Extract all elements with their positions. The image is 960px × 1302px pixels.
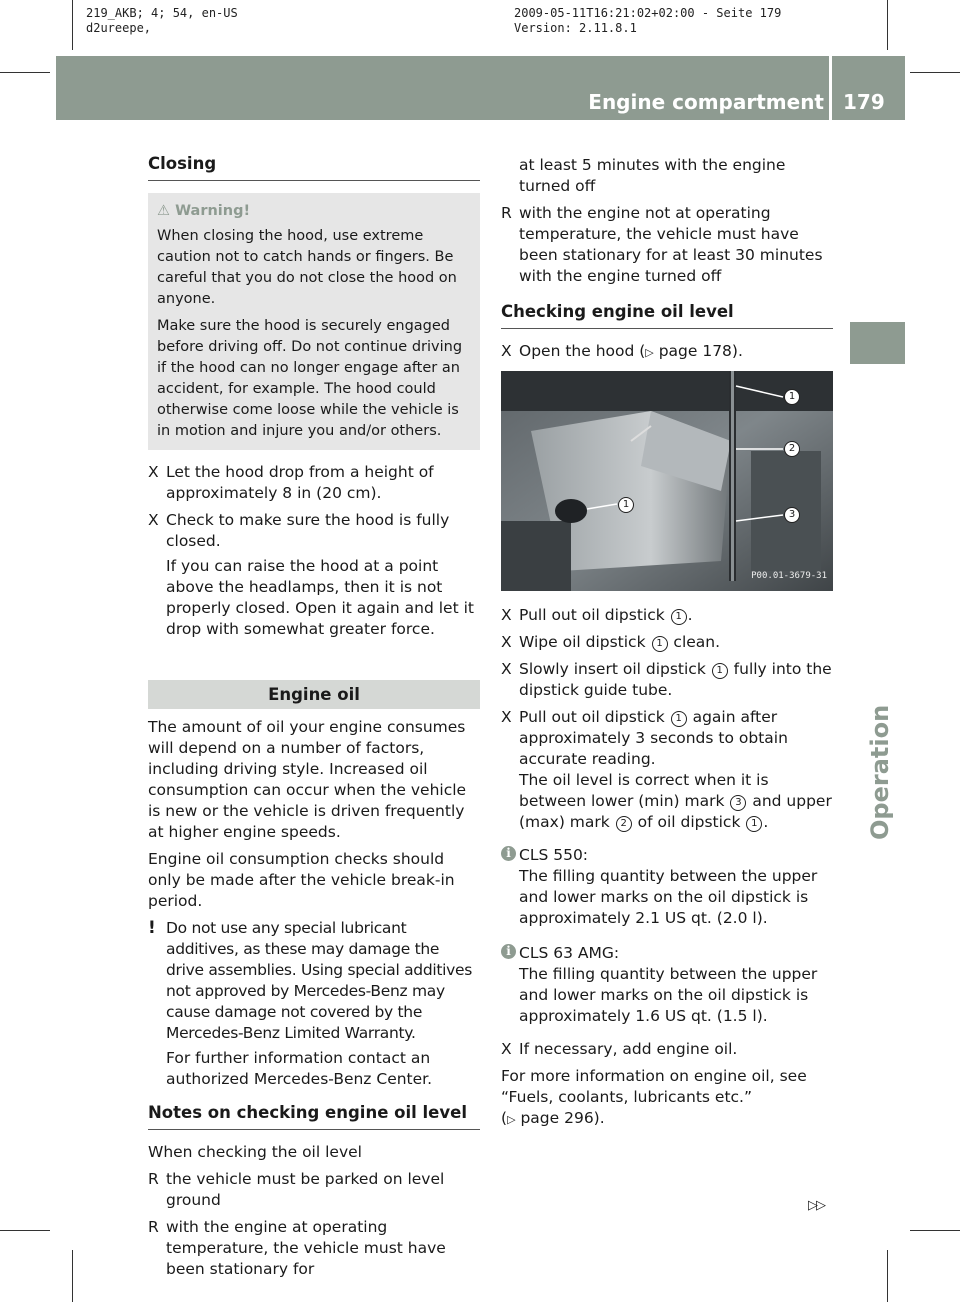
warning-title-text: Warning! — [175, 203, 251, 219]
callout-1: 1 — [671, 711, 687, 727]
note-text: Do not use any special lubricant additives, as these may damage the drive assemblies. Using special additives not approved by Mercedes-Benz may cause damage not covered by the Mercedes-Benz Limited Warranty. — [166, 919, 473, 1042]
warning-box — [148, 193, 480, 450]
step-text: fully into the dipstick guide tube. — [519, 660, 832, 699]
step-text: page 178). — [653, 342, 743, 360]
step-marker-icon: X — [148, 463, 159, 481]
right-column — [501, 155, 833, 1130]
bullet-text: with the engine not at operating temperature, the vehicle must have been stationary for at least 30 minutes with the engine turned off — [519, 204, 823, 285]
step-marker-icon: X — [501, 342, 512, 360]
info-note — [501, 943, 833, 1027]
paragraph-text: ( — [501, 1109, 508, 1127]
page-number: 179 — [843, 90, 885, 114]
meta-line: Version: 2.11.8.1 — [514, 21, 637, 35]
step-text: Pull out oil dipstick — [519, 606, 670, 624]
step-text: Open the hood ( — [519, 342, 646, 360]
warning-triangle-icon: ⚠ — [157, 203, 170, 219]
continued-arrow-icon: ▷▷ — [808, 1198, 824, 1213]
paragraph — [501, 1066, 833, 1130]
bullet-continued: at least 5 minutes with the engine turned off — [519, 156, 786, 195]
info-note — [501, 845, 833, 929]
step-marker-icon: X — [501, 606, 512, 624]
crop-mark — [910, 72, 960, 73]
page-ref-arrow-icon: ▷ — [507, 1113, 516, 1126]
step-item — [501, 659, 833, 701]
paragraph-text: page 296). — [515, 1109, 605, 1127]
step-marker-icon: X — [501, 1040, 512, 1058]
crop-mark — [910, 1230, 960, 1231]
callout-3: 3 — [784, 507, 800, 523]
checking-heading: Checking engine oil level — [501, 301, 833, 329]
page-ref-arrow-icon: ▷ — [645, 346, 654, 359]
callout-1: 1 — [618, 497, 634, 513]
callout-2: 2 — [616, 816, 632, 832]
step-text: Check to make sure the hood is fully closed. — [166, 511, 450, 550]
bullet-item — [148, 1169, 480, 1211]
callout-1: 1 — [652, 636, 668, 652]
step-item — [148, 462, 480, 504]
step-text: clean. — [668, 633, 721, 651]
bullet-text: with the engine at operating temperature, the vehicle must have been stationary for — [166, 1218, 446, 1278]
exclamation-icon: ! — [148, 918, 156, 938]
callout-1: 1 — [671, 609, 687, 625]
info-icon: i — [501, 944, 516, 959]
paragraph: When checking the oil level — [148, 1143, 362, 1161]
info-title: CLS 550: — [519, 846, 589, 864]
step-text: Slowly insert oil dipstick — [519, 660, 711, 678]
bullet-item — [148, 1217, 480, 1280]
step-text: If necessary, add engine oil. — [519, 1040, 738, 1058]
warning-text: Make sure the hood is securely engaged before driving off. Do not continue driving if the hood can no longer engage after an accident, for example. The hood could otherwise come loose while the vehicle is in motion and injure you and/or others. — [157, 318, 463, 439]
step-marker-icon: X — [148, 511, 159, 529]
step-item — [501, 707, 833, 833]
step-text: again after approximately 3 seconds to obtain accurate reading. — [519, 708, 788, 768]
engine-oil-heading: Engine oil — [148, 680, 480, 709]
step-text: . — [687, 606, 693, 624]
warning-title — [157, 201, 472, 222]
bullet-item — [501, 203, 833, 287]
step-text: Wipe oil dipstick — [519, 633, 651, 651]
print-meta-left — [86, 6, 238, 36]
side-tab-block — [850, 322, 905, 364]
step-text: Pull out oil dipstick — [519, 708, 670, 726]
paragraph: Engine oil consumption checks should only be made after the vehicle break-in period. — [148, 850, 455, 910]
crop-mark — [72, 1250, 73, 1302]
step-marker-icon: X — [501, 708, 512, 726]
step-subtext: If you can raise the hood at a point above the headlamps, then it is not properly closed. Open it again and let it drop with somewhat greater force. — [166, 557, 474, 638]
meta-line: 219_AKB; 4; 54, en-US — [86, 6, 238, 20]
info-icon: i — [501, 846, 516, 861]
header-divider — [829, 56, 832, 120]
meta-line: d2ureepe, — [86, 21, 152, 35]
crop-mark — [887, 1250, 888, 1302]
step-text: The oil level is correct when it is between lower (min) mark — [519, 771, 769, 810]
side-tab — [856, 600, 898, 840]
note-text: For further information contact an authorized Mercedes-Benz Center. — [166, 1049, 433, 1088]
step-text: Let the hood drop from a height of approximately 8 in (20 cm). — [166, 463, 434, 502]
crop-mark — [0, 72, 50, 73]
info-text: The filling quantity between the upper and lower marks on the oil dipstick is approximately 2.1 US qt. (2.0 l). — [519, 867, 818, 927]
paragraph: The amount of oil your engine consumes will depend on a number of factors, including driving style. Increased oil consumption can occur when the vehicle is new or the vehicle is driven frequently at higher engine speeds. — [148, 718, 467, 841]
meta-line: 2009-05-11T16:21:02+02:00 - Seite 179 — [514, 6, 782, 20]
closing-heading: Closing — [148, 153, 480, 181]
paragraph-text: For more information on engine oil, see “Fuels, coolants, lubricants etc.” — [501, 1067, 807, 1106]
callout-1: 1 — [712, 663, 728, 679]
engine-photo — [501, 371, 833, 591]
step-item — [501, 1039, 833, 1060]
step-item — [148, 510, 480, 640]
callout-2: 2 — [784, 441, 800, 457]
step-item — [501, 605, 833, 626]
photo-code: P00.01-3679-31 — [751, 571, 827, 581]
bullet-text: the vehicle must be parked on level ground — [166, 1170, 445, 1209]
step-text: of oil dipstick — [632, 813, 746, 831]
step-item — [501, 632, 833, 653]
crop-mark — [0, 1230, 50, 1231]
callout-1: 1 — [746, 816, 762, 832]
notes-heading: Notes on checking engine oil level — [148, 1102, 480, 1130]
side-tab-label: Operation — [866, 704, 894, 840]
info-text: The filling quantity between the upper and lower marks on the oil dipstick is approximately 1.6 US qt. (1.5 l). — [519, 965, 818, 1025]
step-text: and upper (max) mark — [519, 792, 832, 831]
bullet-marker-icon: R — [148, 1170, 159, 1188]
bullet-marker-icon: R — [501, 204, 512, 222]
info-title: CLS 63 AMG: — [519, 944, 620, 962]
warning-text: When closing the hood, use extreme caution not to catch hands or fingers. Be careful that you do not close the hood on anyone. — [157, 228, 457, 307]
print-meta-right — [514, 6, 781, 36]
step-item — [501, 341, 833, 363]
step-marker-icon: X — [501, 633, 512, 651]
left-column — [148, 153, 480, 1286]
section-title: Engine compartment — [588, 90, 824, 114]
engine-compartment-image — [501, 371, 833, 591]
note-item — [148, 918, 480, 1090]
callout-1: 1 — [784, 389, 800, 405]
crop-mark — [72, 0, 73, 50]
step-text: . — [763, 813, 769, 831]
bullet-marker-icon: R — [148, 1218, 159, 1236]
crop-mark — [887, 0, 888, 50]
callout-3: 3 — [730, 795, 746, 811]
step-marker-icon: X — [501, 660, 512, 678]
